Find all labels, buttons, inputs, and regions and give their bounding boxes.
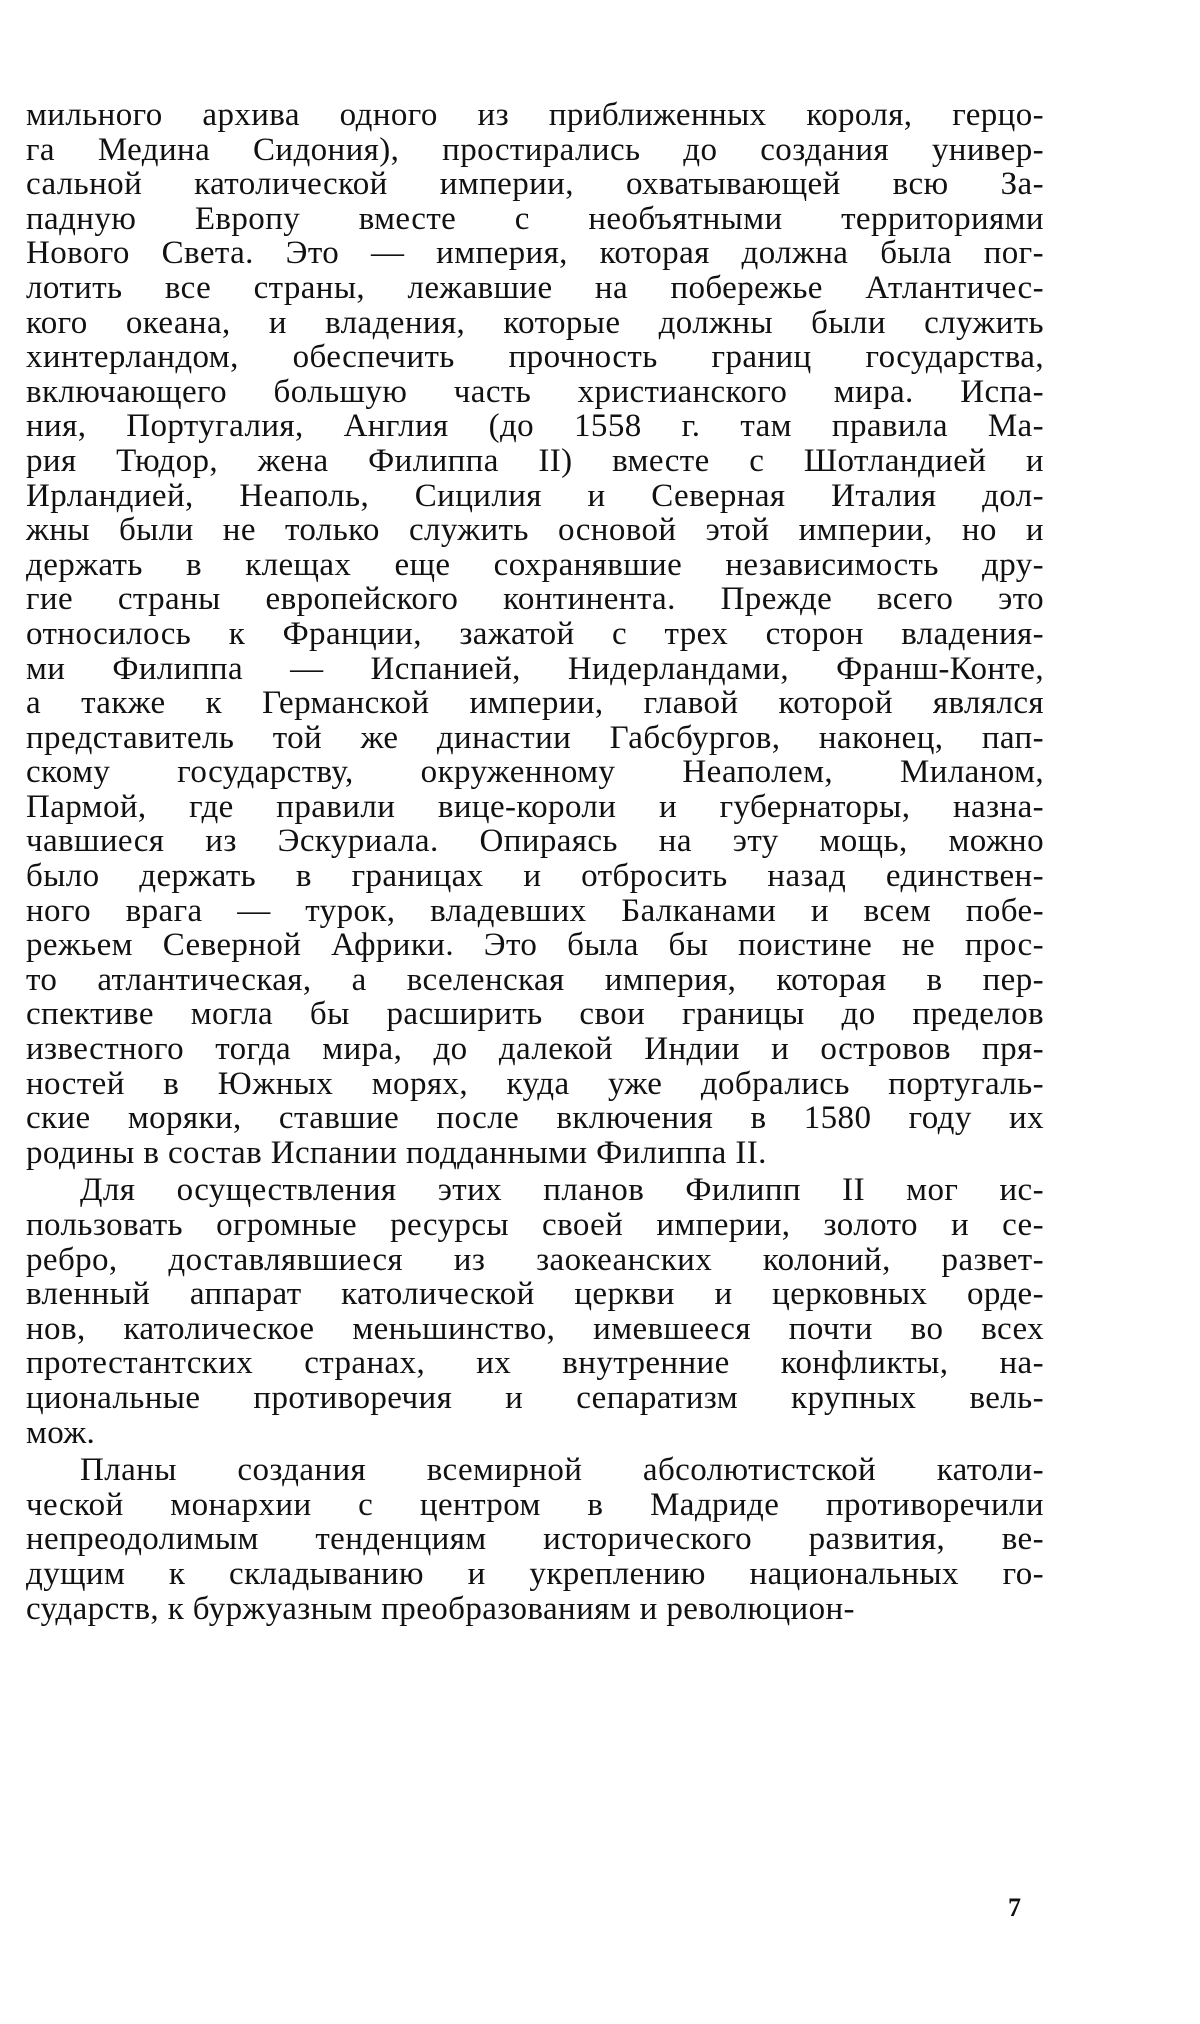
text-line: вленный аппарат католической церкви и церковных орде- — [26, 1276, 1044, 1313]
text-line: ностей в Южных морях, куда уже добрались португаль- — [26, 1065, 1044, 1102]
text-line: сударств, к буржуазным преобразованиям и революцион- — [26, 1590, 855, 1627]
text-line: представитель той же династии Габсбургов, наконец, пап- — [26, 719, 1044, 756]
text-line: чавшиеся из Эскуриала. Опираясь на эту мощь, можно — [26, 823, 1044, 860]
text-line: рия Тюдор, жена Филиппа II) вместе с Шотландией и — [26, 442, 1044, 479]
text-line: держать в клещах еще сохранявшие независимость дру- — [26, 546, 1044, 583]
text-line: нов, католическое меньшинство, имевшееся почти во всех — [26, 1310, 1044, 1347]
text-line: известного тогда мира, до далекой Индии и островов пря- — [26, 1031, 1044, 1068]
text-line: мильного архива одного из приближенных короля, герцо- — [26, 97, 1044, 133]
text-line: родины в состав Испании подданными Филиппа II. — [26, 1134, 767, 1171]
text-line: дущим к складыванию и укреплению национальных го- — [26, 1555, 1044, 1592]
text-line: Пармой, где правили вице-короли и губернаторы, назна- — [26, 788, 1044, 825]
paragraph — [26, 1173, 1044, 1450]
text-line: га Медина Сидония), простирались до создания универ- — [26, 131, 1044, 168]
text-line: гие страны европейского континента. Прежде всего это — [26, 581, 1044, 618]
text-line: лотить все страны, лежавшие на побережье Атлантичес- — [26, 269, 1044, 306]
text-line: ного врага — турок, владевших Балканами и всем побе- — [26, 892, 1044, 929]
text-line: то атлантическая, а вселенская империя, которая в пер- — [26, 961, 1044, 998]
text-line: жны были не только служить основой этой империи, но и — [26, 512, 1044, 549]
text-line: кого океана, и владения, которые должны были служить — [26, 304, 1044, 341]
text-line: ми Филиппа — Испанией, Нидерландами, Франш-Конте, — [26, 650, 1044, 687]
text-line: Нового Света. Это — империя, которая должна была пог- — [26, 235, 1044, 272]
text-line: относилось к Франции, зажатой с трех сторон владения- — [26, 615, 1044, 652]
text-line: было держать в границах и отбросить назад единствен- — [26, 858, 1044, 895]
text-line: ребро, доставлявшиеся из заокеанских колоний, развет- — [26, 1241, 1044, 1278]
text-line: включающего большую часть христианского мира. Испа- — [26, 373, 1044, 410]
text-line: режьем Северной Африки. Это была бы поистине не прос- — [26, 927, 1044, 964]
text-line: падную Европу вместе с необъятными территориями — [26, 200, 1044, 237]
text-line: Ирландией, Неаполь, Сицилия и Северная Италия дол- — [26, 477, 1044, 514]
text-line: циональные противоречия и сепаратизм крупных вель- — [26, 1379, 1044, 1416]
paragraph — [26, 1453, 1044, 1626]
text-line: а также к Германской империи, главой которой являлся — [26, 685, 1044, 722]
text-line: протестантских странах, их внутренние конфликты, на- — [26, 1345, 1044, 1382]
text-line: пользовать огромные ресурсы своей империи, золото и се- — [26, 1207, 1044, 1243]
text-line: Планы создания всемирной абсолютистской католи- — [80, 1452, 1044, 1489]
text-line: скому государству, окруженному Неаполем, Миланом, — [26, 754, 1044, 791]
text-line: непреодолимым тенденциям исторического развития, ве- — [26, 1521, 1044, 1558]
text-line: Для осуществления этих планов Филипп II мог ис- — [80, 1172, 1044, 1209]
paragraph — [26, 98, 1044, 1170]
text-line: спективе могла бы расширить свои границы до пределов — [26, 996, 1044, 1033]
text-line: сальной католической империи, охватывающей всю За- — [26, 166, 1044, 203]
page-body — [26, 98, 1044, 1626]
page-number: 7 — [1008, 1893, 1021, 1922]
text-line: ческой монархии с центром в Мадриде противоречили — [26, 1486, 1044, 1523]
text-line: ния, Португалия, Англия (до 1558 г. там правила Ма- — [26, 408, 1044, 445]
text-line: хинтерландом, обеспечить прочность границ государства, — [26, 339, 1044, 376]
text-line: ские моряки, ставшие после включения в 1580 году их — [26, 1100, 1044, 1137]
text-line: мож. — [26, 1414, 96, 1451]
